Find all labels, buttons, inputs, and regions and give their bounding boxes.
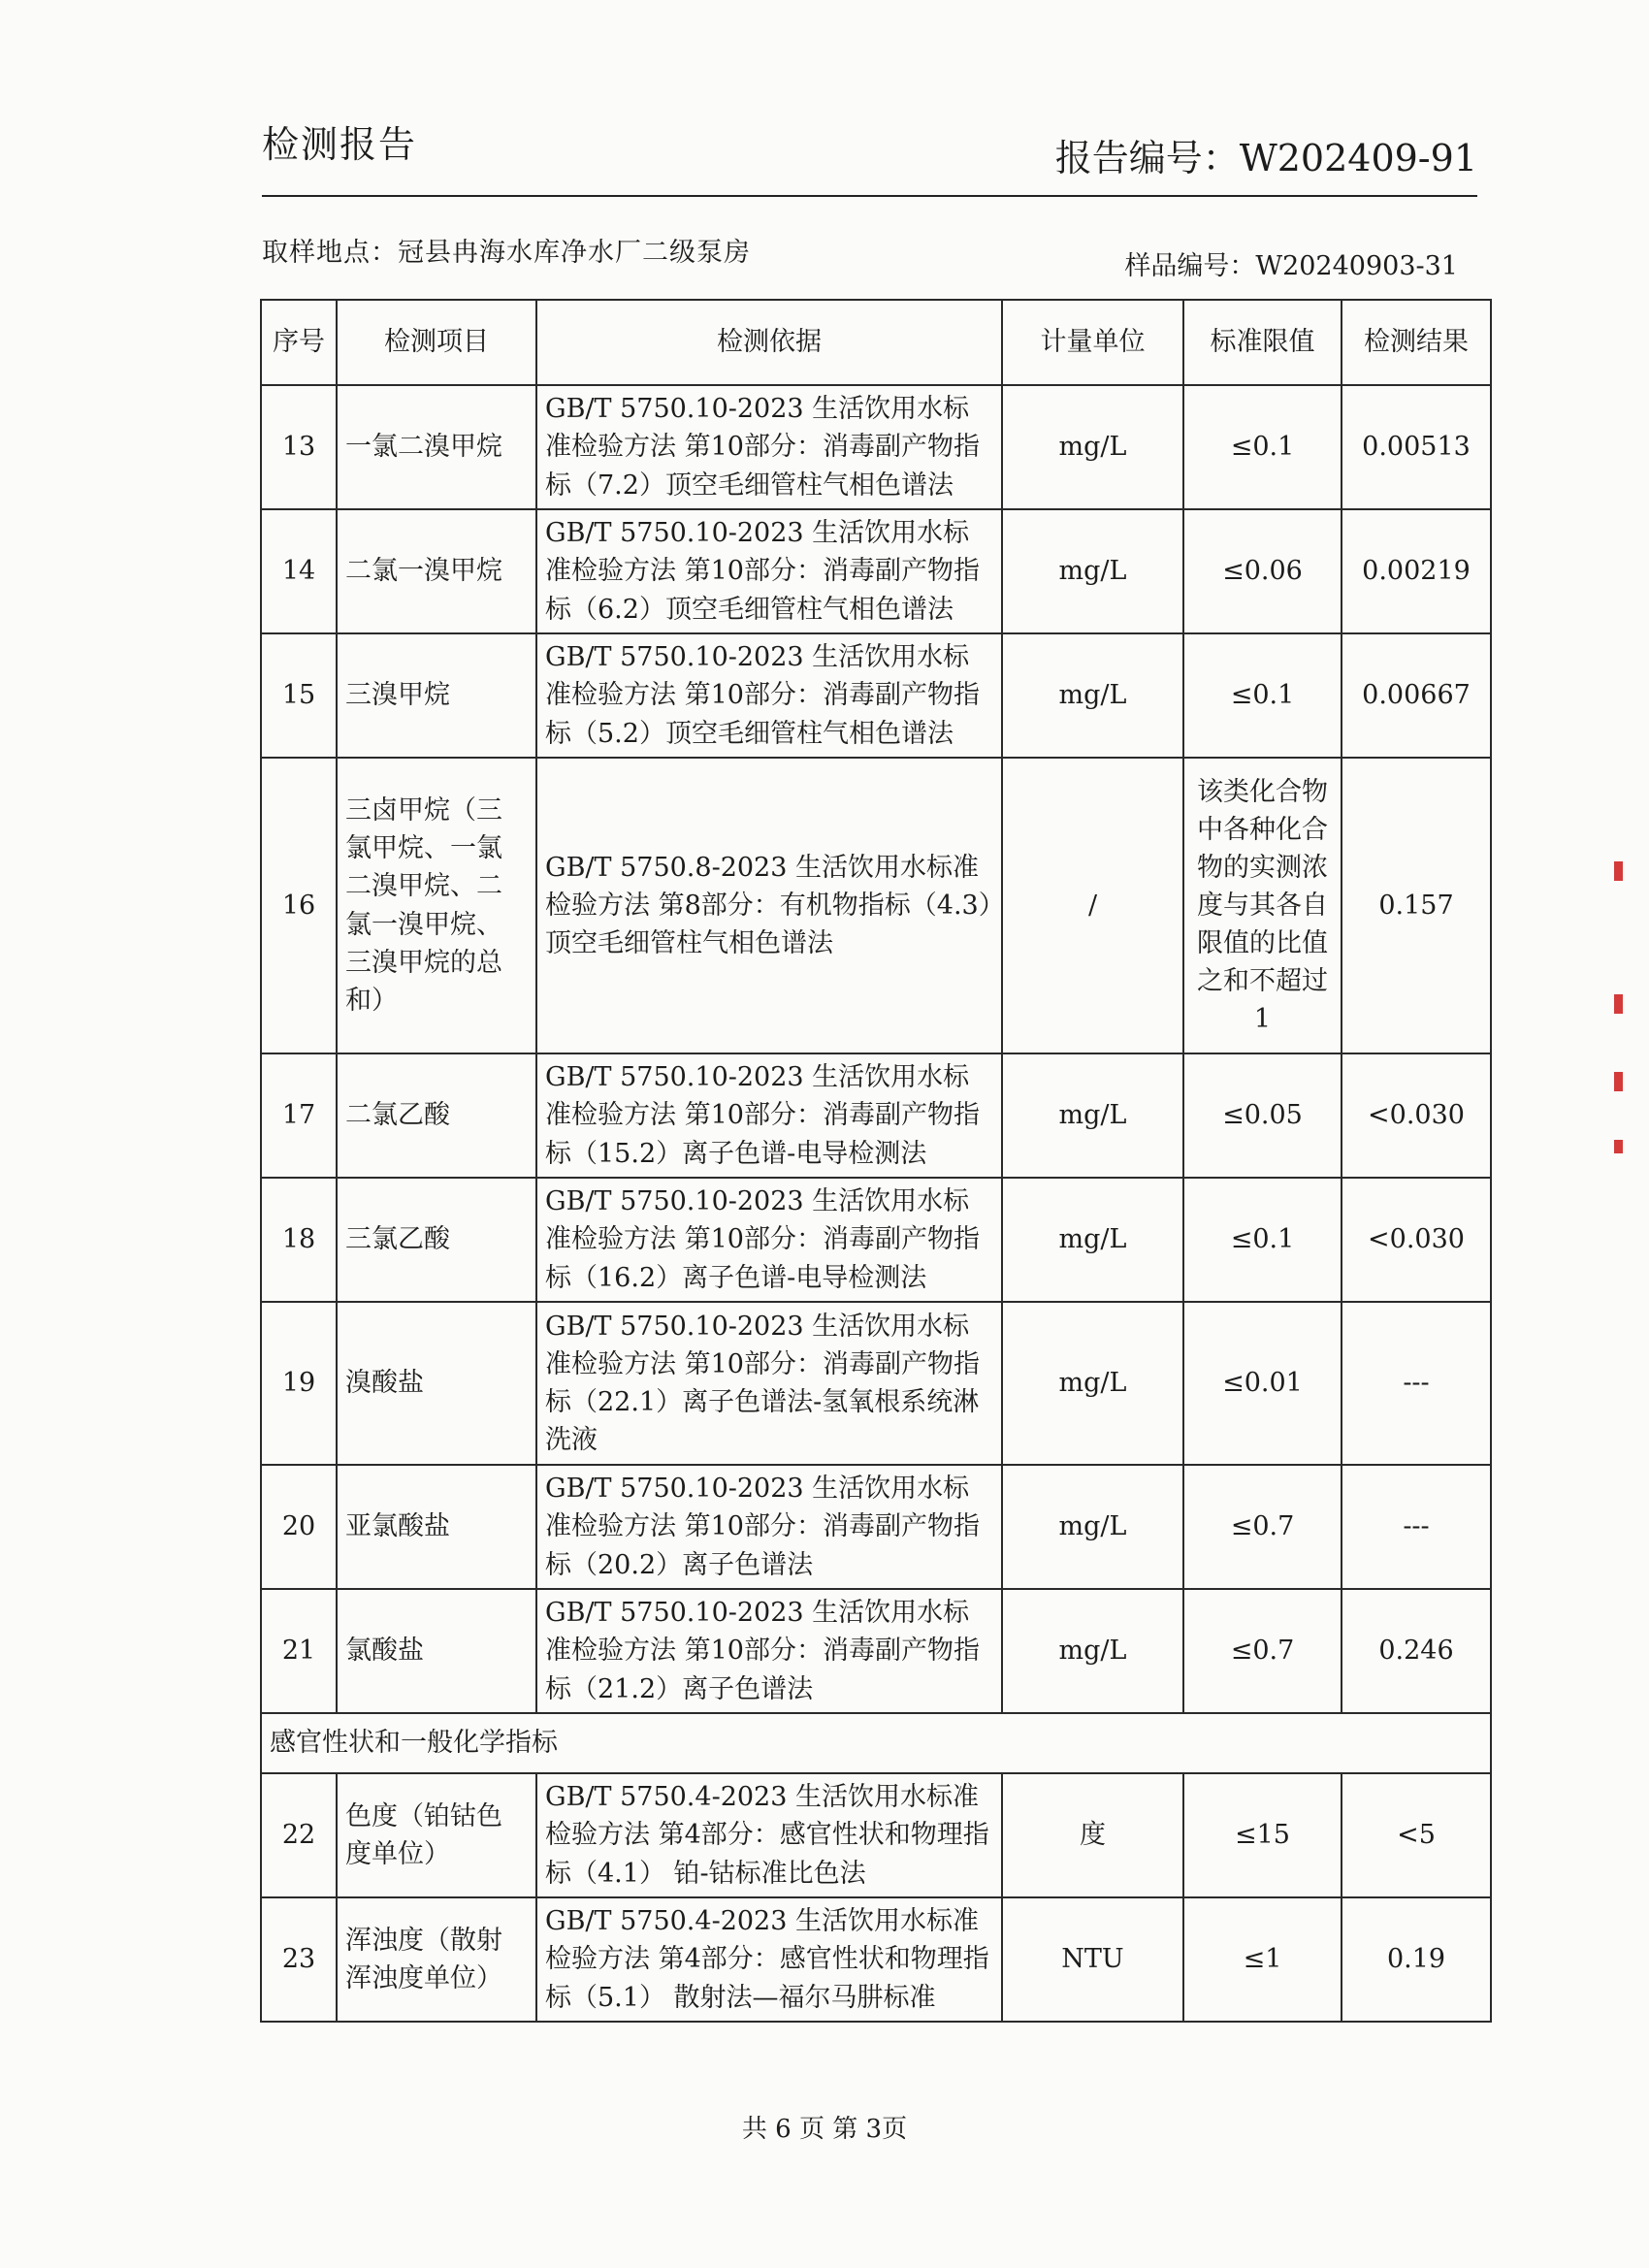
header-standard-limit: 标准限值: [1183, 300, 1342, 385]
cell-serial-no: 21: [261, 1589, 337, 1713]
cell-serial-no: 14: [261, 509, 337, 633]
table-row: [261, 1773, 1491, 1897]
cell-test-basis: GB/T 5750.8-2023 生活饮用水标准检验方法 第8部分：有机物指标（4.3）顶空毛细管柱气相色谱法: [536, 758, 1002, 1053]
cell-standard-limit: ≤0.05: [1183, 1053, 1342, 1178]
cell-standard-limit: ≤0.7: [1183, 1589, 1342, 1713]
cell-test-item: 二氯一溴甲烷: [337, 509, 536, 633]
cell-test-basis: GB/T 5750.10-2023 生活饮用水标准检验方法 第10部分：消毒副产物指标（16.2）离子色谱-电导检测法: [536, 1178, 1002, 1302]
cell-unit: /: [1002, 758, 1183, 1053]
cell-standard-limit: ≤0.1: [1183, 1178, 1342, 1302]
test-results-table: [260, 299, 1492, 2023]
cell-test-basis: GB/T 5750.4-2023 生活饮用水标准检验方法 第4部分：感官性状和物理指标（4.1） 铂-钴标准比色法: [536, 1773, 1002, 1897]
cell-standard-limit: ≤15: [1183, 1773, 1342, 1897]
cell-test-item: 色度（铂钴色度单位）: [337, 1773, 536, 1897]
cell-test-result: ---: [1342, 1302, 1491, 1465]
cell-test-basis: GB/T 5750.10-2023 生活饮用水标准检验方法 第10部分：消毒副产物指标（6.2）顶空毛细管柱气相色谱法: [536, 509, 1002, 633]
header-test-item: 检测项目: [337, 300, 536, 385]
cell-test-basis: GB/T 5750.4-2023 生活饮用水标准检验方法 第4部分：感官性状和物理指标（5.1） 散射法—福尔马肼标准: [536, 1897, 1002, 2022]
table-row: [261, 1302, 1491, 1465]
cell-unit: 度: [1002, 1773, 1183, 1897]
cell-test-result: 0.00513: [1342, 385, 1491, 509]
cell-standard-limit: ≤0.1: [1183, 633, 1342, 758]
cell-standard-limit: ≤0.01: [1183, 1302, 1342, 1465]
cell-serial-no: 18: [261, 1178, 337, 1302]
cell-test-result: <5: [1342, 1773, 1491, 1897]
cell-test-item: 溴酸盐: [337, 1302, 536, 1465]
page-number: 共 6 页 第 3页: [741, 2115, 908, 2144]
cell-serial-no: 16: [261, 758, 337, 1053]
table-row: [261, 509, 1491, 633]
cell-unit: mg/L: [1002, 509, 1183, 633]
cell-test-result: ---: [1342, 1465, 1491, 1589]
cell-test-result: 0.246: [1342, 1589, 1491, 1713]
cell-test-item: 一氯二溴甲烷: [337, 385, 536, 509]
stamp-fragment: [1614, 861, 1623, 881]
stamp-fragment: [1614, 1140, 1623, 1153]
cell-test-item: 三卤甲烷（三氯甲烷、一氯二溴甲烷、二氯一溴甲烷、三溴甲烷的总和）: [337, 758, 536, 1053]
table-row: [261, 1465, 1491, 1589]
cell-unit: mg/L: [1002, 1178, 1183, 1302]
cell-test-item: 氯酸盐: [337, 1589, 536, 1713]
cell-test-result: <0.030: [1342, 1178, 1491, 1302]
cell-unit: mg/L: [1002, 1053, 1183, 1178]
cell-unit: mg/L: [1002, 385, 1183, 509]
sample-number: 样品编号：W20240903-31: [1124, 251, 1458, 281]
cell-standard-limit: ≤1: [1183, 1897, 1342, 2022]
cell-unit: mg/L: [1002, 1302, 1183, 1465]
cell-test-result: 0.157: [1342, 758, 1491, 1053]
cell-serial-no: 20: [261, 1465, 337, 1589]
cell-serial-no: 19: [261, 1302, 337, 1465]
cell-test-result: 0.00219: [1342, 509, 1491, 633]
cell-standard-limit: ≤0.7: [1183, 1465, 1342, 1589]
cell-test-basis: GB/T 5750.10-2023 生活饮用水标准检验方法 第10部分：消毒副产物指标（20.2）离子色谱法: [536, 1465, 1002, 1589]
table-header-row: [261, 300, 1491, 385]
table-row: [261, 1897, 1491, 2022]
header-serial-no: 序号: [261, 300, 337, 385]
cell-test-basis: GB/T 5750.10-2023 生活饮用水标准检验方法 第10部分：消毒副产物指标（21.2）离子色谱法: [536, 1589, 1002, 1713]
cell-standard-limit: ≤0.06: [1183, 509, 1342, 633]
cell-standard-limit: 该类化合物中各种化合物的实测浓度与其各自限值的比值之和不超过1: [1183, 758, 1342, 1053]
cell-test-item: 浑浊度（散射浑浊度单位）: [337, 1897, 536, 2022]
document-title: 检测报告: [262, 123, 418, 166]
cell-test-basis: GB/T 5750.10-2023 生活饮用水标准检验方法 第10部分：消毒副产物指标（15.2）离子色谱-电导检测法: [536, 1053, 1002, 1178]
cell-unit: mg/L: [1002, 633, 1183, 758]
cell-test-item: 三氯乙酸: [337, 1178, 536, 1302]
cell-unit: mg/L: [1002, 1589, 1183, 1713]
cell-test-item: 二氯乙酸: [337, 1053, 536, 1178]
cell-test-basis: GB/T 5750.10-2023 生活饮用水标准检验方法 第10部分：消毒副产物指标（7.2）顶空毛细管柱气相色谱法: [536, 385, 1002, 509]
sampling-location: 取样地点：冠县冉海水库净水厂二级泵房: [262, 238, 751, 268]
table-row: [261, 1053, 1491, 1178]
cell-unit: mg/L: [1002, 1465, 1183, 1589]
table-row: [261, 1589, 1491, 1713]
cell-serial-no: 22: [261, 1773, 337, 1897]
cell-test-basis: GB/T 5750.10-2023 生活饮用水标准检验方法 第10部分：消毒副产物指标（5.2）顶空毛细管柱气相色谱法: [536, 633, 1002, 758]
cell-test-basis: GB/T 5750.10-2023 生活饮用水标准检验方法 第10部分：消毒副产物指标（22.1）离子色谱法-氢氧根系统淋洗液: [536, 1302, 1002, 1465]
stamp-fragment: [1614, 1072, 1623, 1091]
table-row: [261, 633, 1491, 758]
table-row: [261, 385, 1491, 509]
cell-serial-no: 13: [261, 385, 337, 509]
section-title: 感官性状和一般化学指标: [261, 1713, 1491, 1773]
header-test-result: 检测结果: [1342, 300, 1491, 385]
stamp-fragment: [1614, 994, 1623, 1014]
cell-serial-no: 17: [261, 1053, 337, 1178]
report-number: 报告编号：W202409-91: [1054, 137, 1477, 179]
cell-test-item: 亚氯酸盐: [337, 1465, 536, 1589]
cell-serial-no: 15: [261, 633, 337, 758]
cell-serial-no: 23: [261, 1897, 337, 2022]
header-unit: 计量单位: [1002, 300, 1183, 385]
cell-test-result: <0.030: [1342, 1053, 1491, 1178]
cell-test-result: 0.19: [1342, 1897, 1491, 2022]
table-row: [261, 1178, 1491, 1302]
cell-standard-limit: ≤0.1: [1183, 385, 1342, 509]
cell-test-item: 三溴甲烷: [337, 633, 536, 758]
cell-unit: NTU: [1002, 1897, 1183, 2022]
section-row: [261, 1713, 1491, 1773]
header-test-basis: 检测依据: [536, 300, 1002, 385]
table-row: [261, 758, 1491, 1053]
header-divider: [262, 195, 1477, 197]
cell-test-result: 0.00667: [1342, 633, 1491, 758]
